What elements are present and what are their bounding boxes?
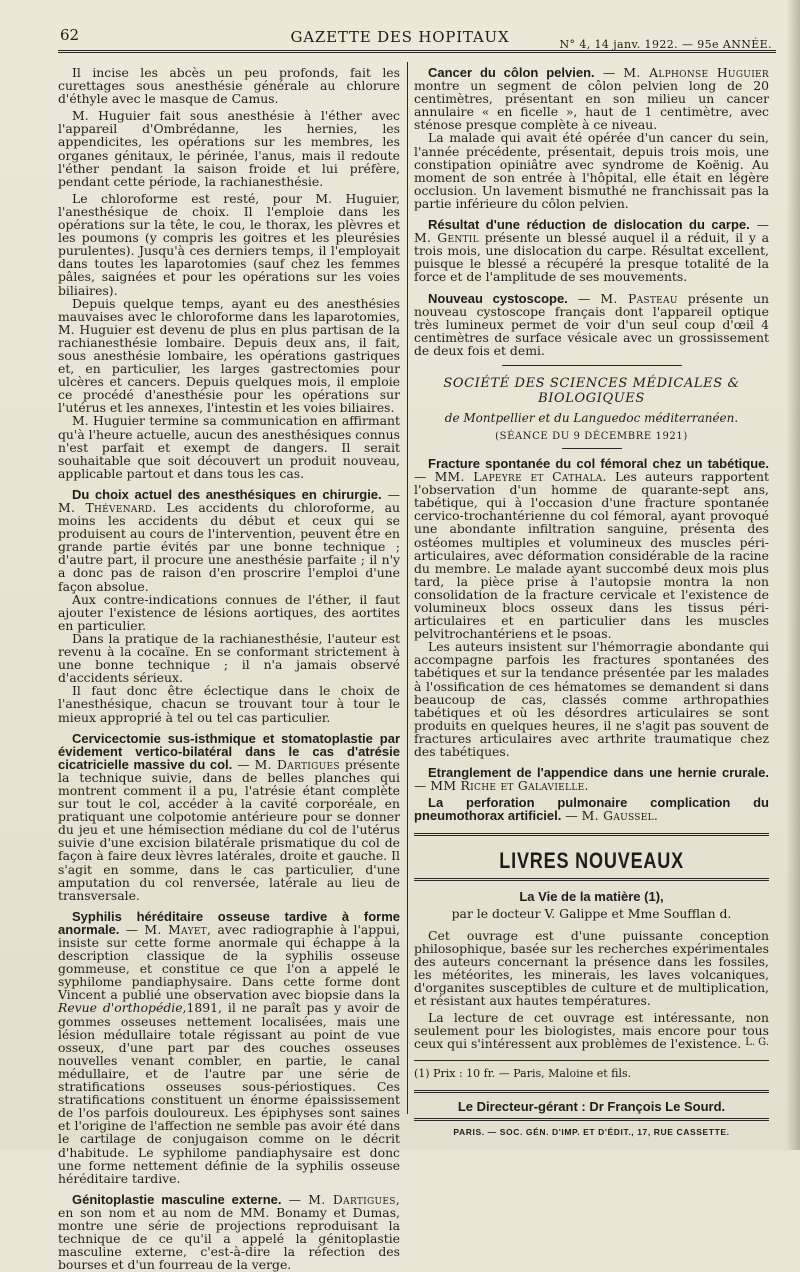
director-line: Le Directeur-gérant : Dr François Le Sourd.	[457, 1099, 726, 1115]
section-cervicectomie: Cervicectomie sus-isthmique et stomatoplastie par évidement vertico-bilatéral dans le cas d'atrésie cicatricielle massive du col. — M. Dartigues présente la technique suivie, dans de belles planches qui montrent comment il a pu, l'atrésie étant complète sur tout le col, accéder à la cavité corporéale, en pratiquant une colpotomie antérieure pour se donner du jeu et une hémisection médiane du col de l'utérus suivie d'une excision bilatérale prismatique du col de façon à faire deux lèvres latérales, droite et gauche. Il s'agit en somme, dans le cas particulier, d'une amputation du col renversée, latérale au lieu de transversale.	[58, 730, 400, 903]
author-name: MM. Lapeyre et Cathala.	[434, 469, 607, 485]
paragraph: M. Huguier fait sous anesthésie à l'éther avec l'appareil d'Ombrédanne, les hernies, les appendicites, les opérations sur les membres, les organes génitaux, le périnée, l'anus, mais il redoute l'éther pendant la saison froide et lui préfère, pendant cette période, la rachianesthésie.	[58, 108, 400, 189]
author-name: M. Thévenard.	[58, 500, 157, 515]
author-name: M. Dartigues,	[308, 1191, 400, 1207]
section-heading: Du choix actuel des anesthésiques en chirurgie.	[72, 486, 382, 502]
author-name: MM Riche et Galavielle.	[430, 778, 589, 794]
column-divider	[407, 62, 408, 1114]
author-name: M. Alphonse Huguier	[623, 65, 769, 80]
author-name: M. Gaussel.	[581, 808, 659, 824]
society-subheading: de Montpellier et du Languedoc méditerranéen.	[444, 410, 739, 425]
section-text: présente un nouveau cystoscope français dont l'appareil optique très lumineux permet de voir d'un seul coup d'œil 4 centimètres de surface vésicale avec un grossissement de deux fois et demi.	[414, 290, 769, 358]
section-heading: Génitoplastie masculine externe.	[72, 1191, 282, 1207]
section-cystoscope: Nouveau cystoscope. — M. Pasteau présente un nouveau cystoscope français dont l'appareil optique très lumineux permet de voir d'un seul coup d'œil 4 centimètres de surface vésicale avec un grossissement de deux fois et demi.	[414, 290, 769, 358]
header-rule	[58, 50, 776, 53]
paragraph: Il faut donc être éclectique dans le choix de l'anesthésique, chacun se trouvant tour à tour le mieux approprié à tel ou tel cas particulier.	[58, 683, 400, 725]
paragraph: Il incise les abcès un peu profonds, fait les curettages sous anesthésie générale au chlorure d'éthyle avec le masque de Camus.	[58, 65, 400, 107]
printer-imprint: PARIS. — SOC. GÉN. D'IMP. ET D'ÉDIT., 17, RUE CASSETTE.	[453, 1127, 730, 1138]
section-text: montre un segment de côlon pelvien long de 20 centimètres, présentant en son milieu un cancer annulaire « en ficelle », haut de 1 centimètre, avec sténose presque complète à ce niveau.	[414, 78, 769, 133]
section-text: présente un blessé auquel il a réduit, il y a trois mois, une dislocation du carpe. Résultat excellent, puisque le blessé a récupéré la presque totalité de la force et de l'amplitude de ses mouvements.	[414, 230, 769, 285]
livres-nouveaux-title: LIVRES NOUVEAUX	[499, 847, 684, 873]
paragraph: La lecture de cet ouvrage est intéressante, non seulement pour les biologistes, mais encore pour tous ceux qui s'intéressent aux problèmes de l'existence.	[414, 1010, 769, 1052]
review-signature: L. G.	[745, 1037, 769, 1049]
author-name: M. Dartigues	[254, 756, 340, 772]
book-author: par le docteur V. Galippe et Mme Soufflan d.	[451, 905, 732, 921]
section-text: ,1891, il ne paraît pas y avoir de gommes osseuses nettement localisées, mais une lésion médullaire totale régissant au point de vue osseux, d'une part par des couches osseuses nouvelles venant combler, en partie, le canal médullaire, et de l'autre par une série de stratifications osseuses sous-périostiques. Ces stratifications constituent un énorme épaississement de l'os parfois douloureux. Les épiphyses sont saines et l'origine de l'affection ne semble pas avoir été dans le cartilage de conjugaison comme on le décrit d'habitude. Le syphilome pandiaphysaire est donc une forme nettement définie de la syphilis osseuse héréditaire tardive.	[58, 1000, 400, 1186]
section-text: en son nom et au nom de MM. Bonamy et Dumas, montre une série de projections reproduisant la technique de ce qu'il a appelé la génitoplastie masculine externe, c'est-à-dire la réfection des bourses et d'un fourreau de la verge.	[58, 1204, 400, 1272]
paragraph: Cet ouvrage est d'une puissante conception philosophique, basée sur les recherches expérimentales des auteurs concernant la présence dans les fossiles, les météorites, les minerais, les laves volcaniques, d'organites susceptibles de culture et de multiplication, et résistant aux hautes températures.	[414, 927, 769, 1008]
section-text: Les auteurs rapportent l'observation d'un homme de quarante-sept ans, tabétique, qui à l'occasion d'une fracture spontanée cervico-trochantérienne du col fémoral, ayant provoqué une abondante infiltration sanguine, présenta des ostéomes multiples et volumineux des muscles péri-articulaires, avec déformation considérable de la racine du membre. Le malade ayant succombé deux mois plus tard, la pièce prise à l'autopsie montra la non consolidation de la fracture cervicale et l'existence de volumineux blocs osseux dans les tissus péri-articulaires et en particulier dans les muscles pelvitrochantériens et le psoas.	[414, 469, 769, 642]
section-heading: Nouveau cystoscope.	[428, 290, 568, 306]
journal-citation: Revue d'orthopédie	[58, 1000, 183, 1016]
paragraph: La malade qui avait été opérée d'un cancer du sein, l'année précédente, présentait, depuis trois mois, une constipation opiniâtre avec syndrome de Koënig. Au moment de son entrée à l'hôpital, elle était en légère occlusion. Un lavement bismuthé ne franchissait pas la partie inférieure du côlon pelvien.	[414, 130, 769, 211]
section-text: Les accidents du chloroforme, au moins les accidents du début et ceux qui se produisent au cours de l'intervention, peuvent être en grande partie évités par une bonne technique ; d'autre part, il procure une anesthésie parfaite ; il n'y a donc pas de raison d'en proscrire l'emploi d'une façon absolue.	[58, 500, 400, 594]
small-rule	[562, 448, 622, 449]
paragraph: M. Huguier termine sa communication en affirmant qu'à l'heure actuelle, aucun des anesthésiques connus n'est parfait et exempt de dangers. Il serait souhaitable que soit découvert un produit nouveau, applicable partout et dans tous les cas.	[58, 413, 400, 481]
footer-rule-2	[414, 1118, 769, 1121]
author-name: M. Gentil	[414, 230, 479, 246]
author-name: M. Pasteau	[600, 290, 678, 306]
footer-rule	[414, 1090, 769, 1093]
section-cancer-colon: Cancer du côlon pelvien. — M. Alphonse Huguier montre un segment de côlon pelvien long de 20 centimètres, présentant en son milieu un cancer annulaire « en ficelle », haut de 1 centimètre, avec sténose presque complète à ce niveau.	[414, 65, 769, 133]
paragraph: Le chloroforme est resté, pour M. Huguier, l'anesthésique de choix. Il l'emploie dans les opérations sur la tête, le cou, le thorax, les plèvres et les poumons (y compris les goitres et les pleurésies purulentes). Jusqu'à ces derniers temps, il l'employait dans toutes les laparotomies (sauf chez les femmes pâles, saignées et pour les opérations sur les voies biliaires).	[58, 190, 400, 298]
section-etranglement: Etranglement de l'appendice dans une hernie crurale. — MM Riche et Galavielle.	[414, 765, 769, 794]
section-dislocation-carpe: Résultat d'une réduction de dislocation du carpe. — M. Gentil présente un blessé auquel il a réduit, il y a trois mois, une dislocation du carpe. Résultat excellent, puisque le blessé a récupéré la presque totalité de la force et de l'amplitude de ses mouvements.	[414, 217, 769, 285]
page-edge-shadow	[786, 0, 800, 1150]
section-genitoplastie: Génitoplastie masculine externe. — M. Dartigues, en son nom et au nom de MM. Bonamy et Dumas, montre une série de projections reproduisant la technique de ce qu'il a appelé la génitoplastie masculine externe, c'est-à-dire la réfection des bourses et d'un fourreau de la verge.	[58, 1191, 400, 1272]
section-fracture: Fracture spontanée du col fémoral chez un tabétique. — MM. Lapeyre et Cathala. Les auteurs rapportent l'observation d'un homme de quarante-sept ans, tabétique, qui à l'occasion d'une fracture spontanée cervico-trochantérienne du col fémoral, ayant provoqué une abondante infiltration sanguine, présenta des ostéomes multiples et volumineux des muscles péri-articulaires, avec déformation considérable de la racine du membre. Le malade ayant succombé deux mois plus tard, la pièce prise à l'autopsie montra la non consolidation de la fracture cervicale et l'existence de volumineux blocs osseux dans les tissus péri-articulaires et en particulier dans les muscles pelvitrochantériens et le psoas.	[414, 455, 769, 642]
section-heading: Cancer du côlon pelvien.	[428, 65, 595, 80]
section-choix-anesthesiques: Du choix actuel des anesthésiques en chirurgie. — M. Thévenard. Les accidents du chloroforme, au moins les accidents du début et ceux qui se produisent au cours de l'intervention, peuvent être en grande partie évités par une bonne technique ; d'autre part, il procure une anesthésie parfaite ; il n'y a donc pas de raison d'en proscrire l'emploi d'une façon absolue.	[58, 486, 400, 594]
journal-title: GAZETTE DES HOPITAUX	[290, 28, 510, 46]
footnote-rule	[414, 1060, 769, 1061]
section-heading: Etranglement de l'appendice dans une hernie crurale.	[428, 765, 769, 781]
paragraph: Les auteurs insistent sur l'hémorragie abondante qui accompagne parfois les fractures spontanées des tabétiques et sur la tendance présentée par les malades à l'ossification de ces hématomes se demandent si dans beaucoup de cas, classés comme arthropathies tabétiques et où les désordres articulaires se sont produits en quelques heures, il ne s'agit pas souvent de fractures articulaires avec arthrite traumatique chez des tabétiques.	[414, 639, 769, 760]
page-number: 62	[60, 26, 80, 44]
livres-bottom-rule	[414, 878, 769, 881]
livres-nouveaux-block	[414, 848, 769, 874]
issue-info: N° 4, 14 janv. 1922. — 95e ANNÉE.	[559, 38, 772, 51]
section-heading: Résultat d'une réduction de dislocation du carpe.	[428, 217, 750, 233]
seance-date: (SÉANCE DU 9 DÉCEMBRE 1921)	[495, 430, 688, 442]
section-heading: La perforation pulmonaire complication du pneumothorax artificiel.	[414, 795, 769, 824]
author-name: M. Mayet,	[144, 921, 212, 937]
paragraph: Dans la pratique de la rachianesthésie, l'auteur est revenu à la cocaïne. En se conformant strictement à une bonne technique ; il n'a jamais observé d'accidents sérieux.	[58, 630, 400, 686]
section-heading: Cervicectomie sus-isthmique et stomatoplastie par évidement vertico-bilatéral dans le cas d'atrésie cicatricielle massive du col.	[58, 730, 400, 772]
section-heading: Syphilis héréditaire osseuse tardive à forme anormale.	[58, 908, 400, 937]
section-rule	[502, 365, 682, 366]
paragraph: Aux contre-indications connues de l'éther, il faut ajouter l'existence de lésions aortiques, des aortites en particulier.	[58, 591, 400, 633]
footnote: (1) Prix : 10 fr. — Paris, Maloine et fils.	[414, 1067, 632, 1081]
section-syphilis: Syphilis héréditaire osseuse tardive à forme anormale. — M. Mayet, avec radiographie à l'appui, insiste sur cette forme anormale qui échappe à la description classique de la syphilis osseuse gommeuse, et constitue ce que l'on a appelé le syphilome pandiaphysaire. Dans cette forme dont Vincent a publié une observation avec biopsie dans la Revue d'orthopédie,1891, il ne paraît pas y avoir de gommes osseuses nettement localisées, mais une lésion médullaire totale régissant au point de vue osseux, d'une part par des couches osseuses nouvelles venant combler, en partie, le canal médullaire, et de l'autre par une série de stratifications osseuses sous-périostiques. Ces stratifications constituent un énorme épaississement de l'os parfois douloureux. Les épiphyses sont saines et l'origine de l'affection ne semble pas avoir été dans le cartilage de conjugaison comme on le décrit d'habitude. Le syphilome pandiaphysaire est donc une forme nettement définie de la syphilis osseuse héréditaire tardive.	[58, 908, 400, 1186]
book-title: La Vie de la matière (1),	[519, 888, 664, 904]
section-text: avec radiographie à l'appui, insiste sur cette forme anormale qui échappe à la description classique de la syphilis osseuse gommeuse, et constitue ce que l'on a appelé le syphilome pandiaphysaire. Dans cette forme dont Vincent a publié une observation avec biopsie dans la	[58, 921, 400, 1003]
section-text: présente la technique suivie, dans de belles planches qui montrent comment il a pu, l'atrésie étant complète sur tout le col, accéder à la cavité corporéale, en pratiquant une colpotomie antérieure pour se donner du jeu et une hémisection médiane du col de l'utérus suivie d'une excision bilatérale prismatique du col de façon à faire deux lèvres latérales, droite et gauche. Il s'agit en somme, dans le cas particulier, d'une amputation du col renversée, latérale au lieu de transversale.	[58, 756, 400, 903]
right-column	[414, 66, 769, 1137]
paragraph: Depuis quelque temps, ayant eu des anesthésies mauvaises avec le chloroforme dans les laparotomies, M. Huguier est devenu de plus en plus partisan de la rachianesthésie lombaire. Depuis deux ans, il fait, sous anesthésie lombaire, les opérations gastriques et, en particulier, les larges gastrectomies pour ulcères et cancers. Depuis quelques mois, il emploie ce procédé d'anesthésie pour les opérations sur l'utérus et les annexes, l'intestin et les voies biliaires.	[58, 295, 400, 416]
society-heading: SOCIÉTÉ DES SCIENCES MÉDICALES & BIOLOGIQUES	[443, 375, 740, 406]
livres-top-rule	[414, 833, 769, 836]
section-heading: Fracture spontanée du col fémoral chez un tabétique.	[428, 455, 769, 471]
section-perforation: La perforation pulmonaire complication du pneumothorax artificiel. — M. Gaussel.	[414, 795, 769, 824]
left-column	[58, 66, 400, 1271]
